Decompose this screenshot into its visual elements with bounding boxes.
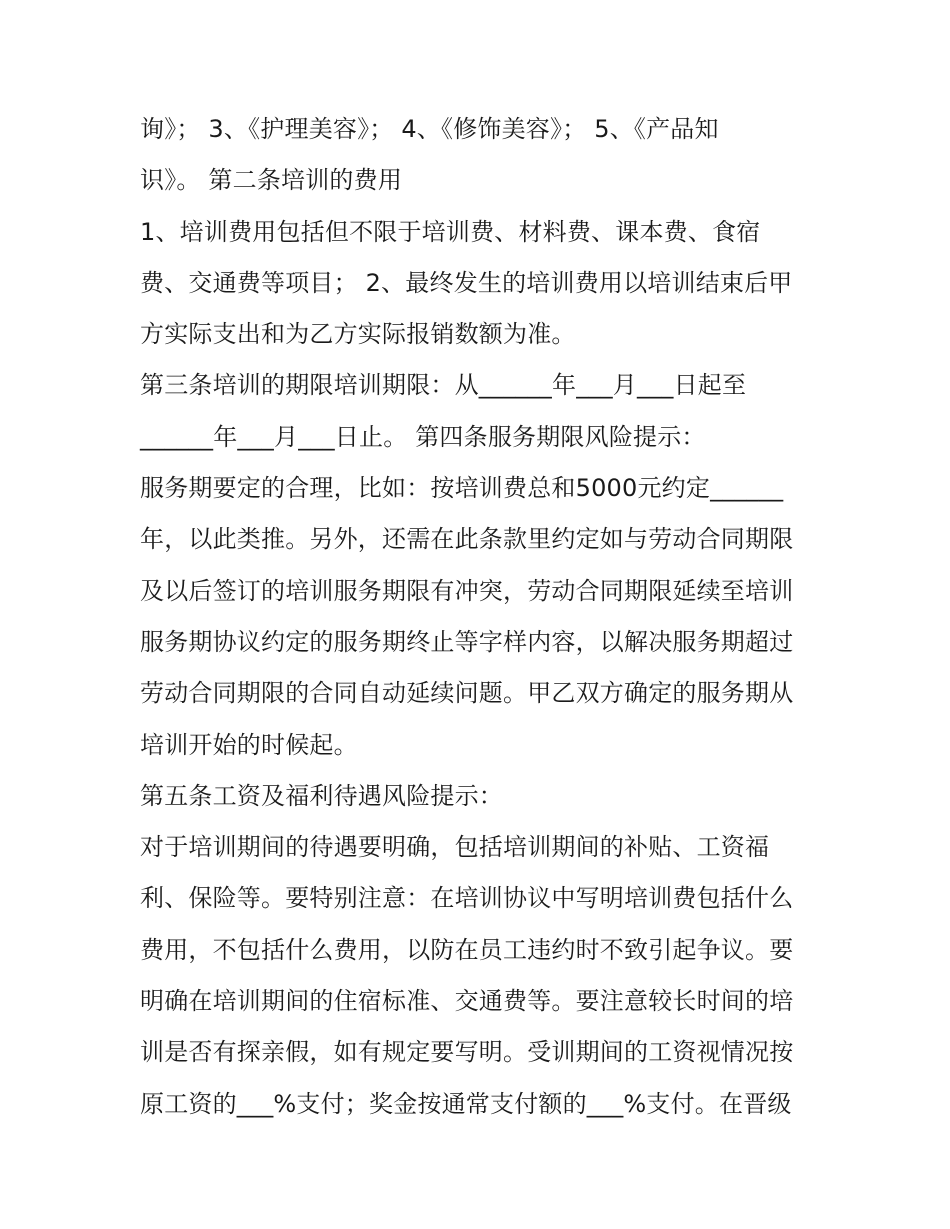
text-line: 费用，不包括什么费用，以防在员工违约时不致引起争议。要: [140, 935, 794, 964]
text-line: 第三条培训的期限培训期限：从______年___月___日起至: [140, 371, 747, 400]
text-line: 原工资的___%支付；奖金按通常支付额的___%支付。在晋级: [140, 1089, 792, 1118]
text-line: 方实际支出和为乙方实际报销数额为准。: [140, 320, 576, 349]
text-line: 明确在培训期间的住宿标准、交通费等。要注意较长时间的培: [140, 987, 794, 1016]
text-line: 及以后签订的培训服务期限有冲突，劳动合同期限延续至培训: [140, 576, 794, 605]
text-line: 识》。 第二条培训的费用: [140, 166, 403, 195]
text-line: 利、保险等。要特别注意：在培训协议中写明培训费包括什么: [140, 884, 794, 913]
text-line: 费、交通费等项目； 2、最终发生的培训费用以培训结束后甲: [140, 268, 793, 297]
text-line: 年，以此类推。另外，还需在此条款里约定如与劳动合同期限: [140, 525, 794, 554]
text-line: 服务期协议约定的服务期终止等字样内容，以解决服务期超过: [140, 627, 794, 656]
text-line: 服务期要定的合理，比如：按培训费总和5000元约定______: [140, 474, 784, 503]
text-line: 对于培训期间的待遇要明确，包括培训期间的补贴、工资福: [140, 833, 770, 862]
text-line: 询》； 3、《护理美容》； 4、《修饰美容》； 5、《产品知: [140, 115, 719, 143]
text-line: 培训开始的时候起。: [140, 730, 358, 759]
text-line: 训是否有探亲假，如有规定要写明。受训期间的工资视情况按: [140, 1038, 794, 1067]
text-line: ______年___月___日止。 第四条服务期限风险提示：: [140, 422, 706, 451]
text-line: 1、培训费用包括但不限于培训费、材料费、课本费、食宿: [140, 217, 761, 246]
document-body: [140, 104, 820, 1130]
text-line: 第五条工资及福利待遇风险提示：: [140, 781, 503, 810]
text-line: 劳动合同期限的合同自动延续问题。甲乙双方确定的服务期从: [140, 679, 794, 708]
